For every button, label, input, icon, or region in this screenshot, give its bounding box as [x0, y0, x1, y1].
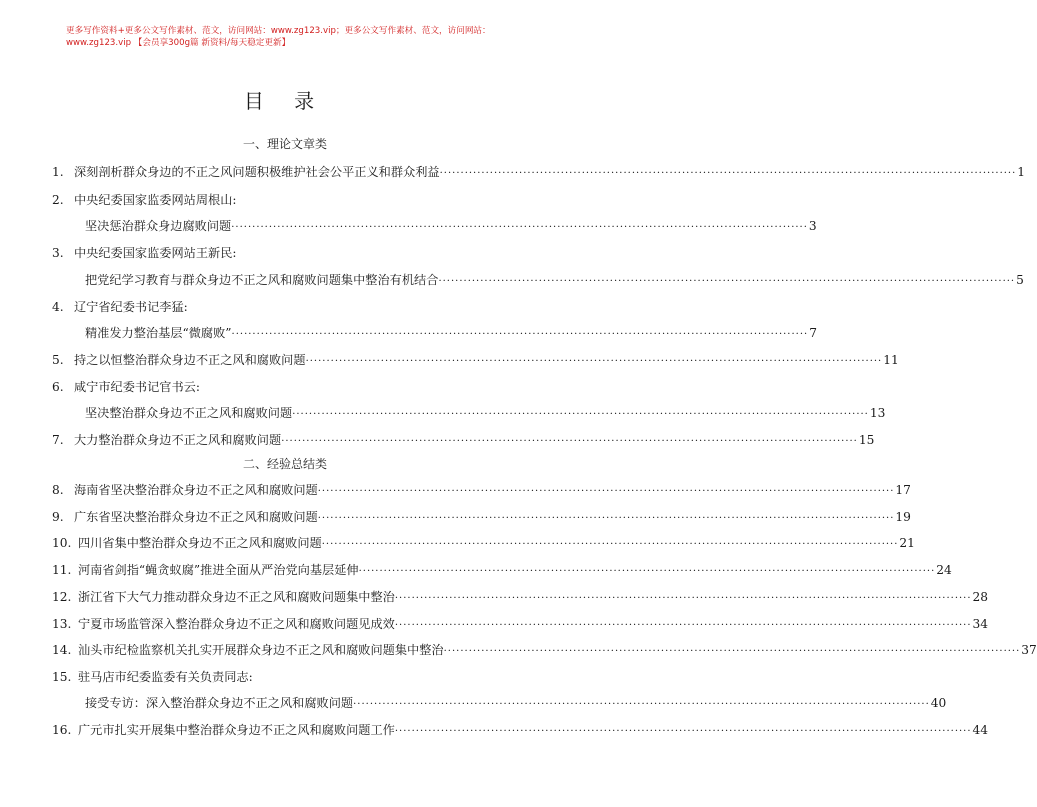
dot-leader — [318, 483, 895, 501]
dot-leader — [359, 563, 936, 581]
dot-leader — [231, 219, 808, 237]
toc-entry-page: 17 — [895, 483, 911, 497]
toc-entry-15[interactable] — [85, 694, 947, 712]
toc-entry-number: 8. — [52, 483, 64, 497]
toc-entry-4-author[interactable] — [52, 298, 514, 316]
toc-entry-9[interactable] — [52, 508, 911, 526]
toc-entry-title: 精准发力整治基层“微腐败” — [85, 326, 232, 340]
section-heading-experience: 二、经验总结类 — [242, 457, 327, 471]
dot-leader — [292, 406, 869, 424]
toc-entry-author: 辽宁省纪委书记李猛: — [74, 300, 188, 314]
toc-entry-page: 34 — [972, 617, 989, 631]
toc-entry-page: 28 — [972, 590, 989, 604]
dot-leader — [322, 536, 899, 554]
toc-entry-title: 广元市扎实开展集中整治群众身边不正之风和腐败问题工作 — [78, 723, 395, 737]
toc-entry-number: 7. — [52, 433, 64, 447]
toc-entry-page: 3 — [808, 219, 817, 233]
toc-entry-number: 2. — [52, 193, 64, 207]
toc-entry-number: 1. — [52, 165, 64, 179]
toc-entry-page: 5 — [1016, 273, 1024, 287]
toc-entry-page: 21 — [899, 536, 915, 550]
toc-entry-page: 7 — [809, 326, 817, 340]
toc-entry-14[interactable] — [52, 641, 1037, 659]
toc-entry-title: 汕头市纪检监察机关扎实开展群众身边不正之风和腐败问题集中整治 — [78, 643, 444, 657]
toc-entry-number: 12. — [52, 590, 72, 604]
dot-leader — [318, 510, 895, 528]
toc-entry-title: 坚决惩治群众身边腐败问题 — [85, 219, 232, 233]
toc-entry-title: 浙江省下大气力推动群众身边不正之风和腐败问题集中整治 — [78, 590, 395, 604]
dot-leader — [395, 590, 972, 608]
toc-entry-page: 40 — [930, 696, 947, 710]
dot-leader — [440, 165, 1017, 183]
toc-entry-author: 驻马店市纪委监委有关负责同志: — [78, 670, 253, 684]
toc-entry-15-author[interactable] — [52, 668, 514, 686]
toc-entry-title: 广东省坚决整治群众身边不正之风和腐败问题 — [74, 510, 318, 524]
toc-entry-author: 中央纪委国家监委网站周根山: — [74, 193, 237, 207]
section-heading-theory: 一、理论文章类 — [242, 137, 327, 151]
promo-banner — [66, 25, 516, 49]
toc-entry-title: 接受专访：深入整治群众身边不正之风和腐败问题 — [85, 696, 354, 710]
promo-banner-line-1: 更多写作资料+更多公文写作素材、范文，访问网站：www.zg123.vip；更多公文写作素材、范文，访问网站： — [66, 26, 491, 36]
toc-entry-number: 6. — [52, 380, 64, 394]
toc-entry-number: 4. — [52, 300, 64, 314]
dot-leader — [438, 273, 1015, 291]
toc-entry-1[interactable] — [52, 163, 1026, 181]
toc-entry-2-author[interactable] — [52, 191, 514, 209]
toc-entry-title: 持之以恒整治群众身边不正之风和腐败问题 — [74, 353, 306, 367]
toc-entry-title: 坚决整治群众身边不正之风和腐败问题 — [85, 406, 293, 420]
toc-entry-3[interactable] — [85, 271, 1024, 289]
toc-entry-number: 9. — [52, 510, 64, 524]
toc-entry-title: 宁夏市场监管深入整治群众身边不正之风和腐败问题见成效 — [78, 617, 395, 631]
toc-entry-page: 1 — [1017, 165, 1026, 179]
promo-banner-line-2: www.zg123.vip 【会员享300g篇 新资料/每天稳定更新】 — [66, 38, 291, 48]
toc-entry-7[interactable] — [52, 431, 875, 449]
dot-leader — [232, 326, 809, 344]
toc-entry-page: 19 — [895, 510, 911, 524]
toc-entry-title: 大力整治群众身边不正之风和腐败问题 — [74, 433, 282, 447]
toc-entry-title: 四川省集中整治群众身边不正之风和腐败问题 — [78, 536, 322, 550]
toc-entry-number: 11. — [52, 563, 72, 577]
toc-entry-2[interactable] — [85, 217, 817, 235]
toc-entry-8[interactable] — [52, 481, 911, 499]
toc-entry-title: 河南省剑指“蝇贪蚁腐”推进全面从严治党向基层延伸 — [78, 563, 359, 577]
toc-entry-number: 13. — [52, 617, 72, 631]
toc-entry-12[interactable] — [52, 588, 989, 606]
toc-entry-13[interactable] — [52, 615, 989, 633]
dot-leader — [281, 433, 858, 451]
toc-entry-number: 14. — [52, 643, 72, 657]
dot-leader — [395, 617, 972, 635]
toc-entry-title: 把党纪学习教育与群众身边不正之风和腐败问题集中整治有机结合 — [85, 273, 439, 287]
toc-entry-author: 咸宁市纪委书记官书云: — [74, 380, 200, 394]
toc-entry-number: 10. — [52, 536, 72, 550]
toc-entry-5[interactable] — [52, 351, 899, 369]
toc-entry-10[interactable] — [52, 534, 915, 552]
dot-leader — [444, 643, 1021, 661]
toc-entry-page: 44 — [972, 723, 989, 737]
toc-entry-number: 16. — [52, 723, 72, 737]
toc-entry-6-author[interactable] — [52, 378, 514, 396]
toc-entry-11[interactable] — [52, 561, 952, 579]
toc-entry-title: 深刻剖析群众身边的不正之风问题积极维护社会公平正义和群众利益 — [74, 165, 440, 179]
dot-leader — [395, 723, 972, 741]
toc-entry-4[interactable] — [85, 324, 817, 342]
toc-entry-number: 5. — [52, 353, 64, 367]
toc-entry-title: 海南省坚决整治群众身边不正之风和腐败问题 — [74, 483, 318, 497]
toc-entry-page: 37 — [1021, 643, 1037, 657]
toc-entry-16[interactable] — [52, 721, 989, 739]
page-title: 目 录 — [243, 89, 327, 113]
toc-entry-author: 中央纪委国家监委网站王新民: — [74, 246, 237, 260]
toc-entry-number: 3. — [52, 246, 64, 260]
dot-leader — [306, 353, 883, 371]
toc-entry-number: 15. — [52, 670, 72, 684]
toc-entry-page: 24 — [936, 563, 952, 577]
toc-entry-6[interactable] — [85, 404, 886, 422]
toc-entry-page: 13 — [869, 406, 886, 420]
dot-leader — [353, 696, 930, 714]
toc-entry-page: 11 — [883, 353, 899, 367]
toc-entry-page: 15 — [858, 433, 875, 447]
toc-entry-3-author[interactable] — [52, 244, 514, 262]
